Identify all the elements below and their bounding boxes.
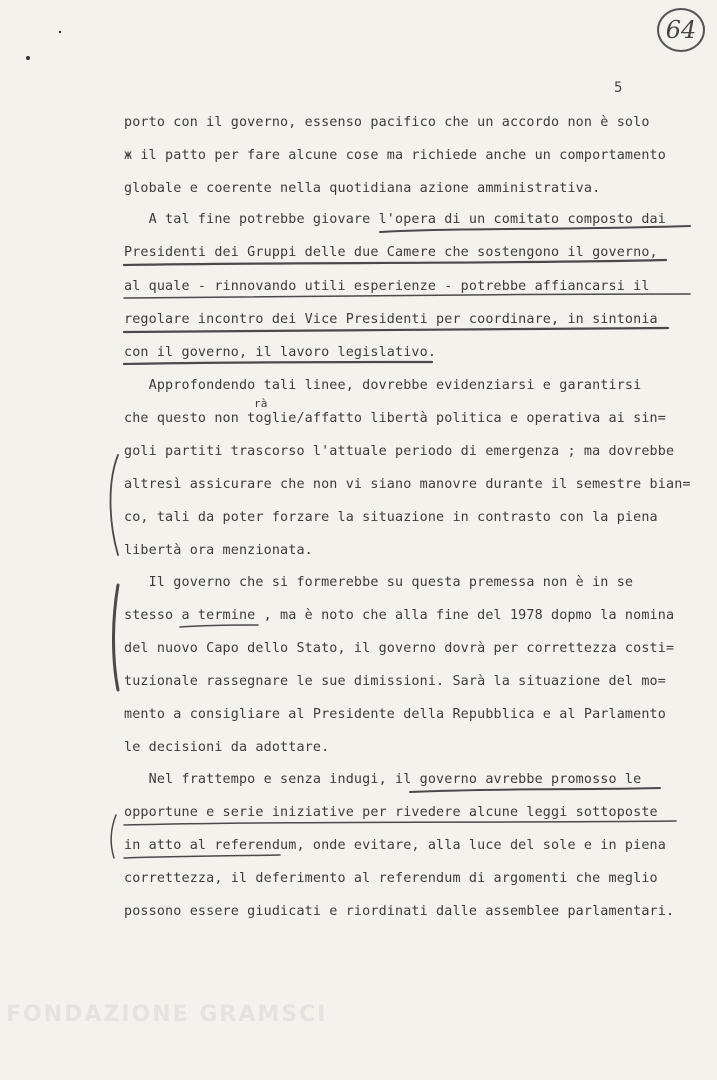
- text-line: altresì assicurare che non vi siano manovre durante il semestre bian=: [124, 477, 691, 492]
- text-line: in atto al referendum, onde evitare, alla luce del sole e in piena: [124, 838, 666, 853]
- text-line: co, tali da poter forzare la situazione in contrasto con la piena: [124, 510, 658, 525]
- text-line: regolare incontro dei Vice Presidenti per coordinare, in sintonia: [124, 312, 658, 327]
- text-line: stesso a termine , ma è noto che alla fine del 1978 dopmo la nomina: [124, 608, 675, 623]
- text-line: A tal fine potrebbe giovare l'opera di un comitato composto dai: [124, 212, 666, 227]
- text-line: Il governo che si formerebbe su questa premessa non è in se: [124, 575, 634, 590]
- text-line: Approfondendo tali linee, dovrebbe evidenziarsi e garantirsi: [124, 378, 642, 393]
- text-line: le decisioni da adottare.: [124, 740, 330, 755]
- text-line: mento a consigliare al Presidente della Repubblica e al Parlamento: [124, 707, 666, 722]
- text-line: tuzionale rassegnare le sue dimissioni. Sarà la situazione del mo=: [124, 674, 666, 689]
- text-line: libertà ora menzionata.: [124, 543, 313, 558]
- typed-page-number: 5: [614, 80, 623, 96]
- text-line: goli partiti trascorso l'attuale periodo di emergenza ; ma dovrebbe: [124, 444, 675, 459]
- text-line: con il governo, il lavoro legislativo.: [124, 345, 437, 360]
- text-line: porto con il governo, essenso pacifico che un accordo non è solo: [124, 115, 650, 130]
- text-line: correttezza, il deferimento al referendum di argomenti che meglio: [124, 871, 658, 886]
- text-line: Nel frattempo e senza indugi, il governo avrebbe promosso le: [124, 772, 642, 787]
- handwritten-page-number: 64: [657, 8, 705, 52]
- text-line: del nuovo Capo dello Stato, il governo dovrà per correttezza costi=: [124, 641, 675, 656]
- text-line: opportune e serie iniziative per rivedere alcune leggi sottoposte: [124, 805, 658, 820]
- text-line: ж il patto per fare alcune cose ma richiede anche un comportamento: [124, 148, 666, 163]
- text-line: possono essere giudicati e riordinati dalle assemblee parlamentari.: [124, 904, 675, 919]
- text-line: Presidenti dei Gruppi delle due Camere che sostengono il governo,: [124, 245, 658, 260]
- text-line: globale e coerente nella quotidiana azione amministrativa.: [124, 181, 601, 196]
- text-line: al quale - rinnovando utili esperienze - potrebbe affiancarsi il: [124, 279, 650, 294]
- text-line: che questo non toglie/affatto libertà politica e operativa ai sin=: [124, 411, 666, 426]
- archive-watermark: FONDAZIONE GRAMSCI: [6, 1002, 328, 1027]
- interlinear-correction: rà: [254, 397, 268, 410]
